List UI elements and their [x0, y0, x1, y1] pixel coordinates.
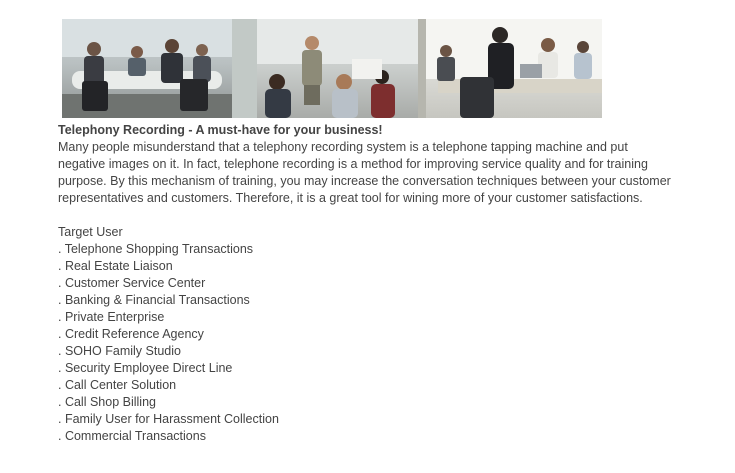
team-presentation-photo — [232, 19, 418, 118]
office-meeting-photo — [418, 19, 602, 118]
list-item: . Commercial Transactions — [58, 429, 206, 443]
article — [58, 122, 678, 445]
list-item: . Telephone Shopping Transactions — [58, 242, 254, 256]
list-item: . Banking & Financial Transactions — [58, 293, 250, 307]
list-item: . Customer Service Center — [58, 276, 206, 290]
list-item: . Private Enterprise — [58, 310, 165, 324]
article-title: Telephony Recording — [58, 123, 185, 137]
list-item: . Security Employee Direct Line — [58, 361, 233, 375]
list-item: . Real Estate Liaison — [58, 259, 173, 273]
list-item: . Family User for Harassment Collection — [58, 412, 279, 426]
list-item: . Credit Reference Agency — [58, 327, 204, 341]
article-title-suffix: - A must-have for your business! — [184, 123, 383, 137]
list-item: . Call Center Solution — [58, 378, 177, 392]
target-user-heading: Target User — [58, 225, 123, 239]
article-body: Many people misunderstand that a telephony recording system is a telephone tapping machine and put negative images on it. In fact, telephone recording is a method for improving service quality and for training purpose. By this mechanism of training, you may increase the conversation techniques between your customer representatives and customers. Therefore, it is a great tool for wining more of your customer satisfactions. — [58, 140, 671, 205]
list-item: . SOHO Family Studio — [58, 344, 181, 358]
list-item: . Call Shop Billing — [58, 395, 156, 409]
section-spacer — [58, 207, 678, 224]
banner — [62, 19, 602, 118]
meeting-room-photo — [62, 19, 232, 118]
article-headline — [58, 122, 678, 139]
target-user-list — [58, 241, 678, 445]
